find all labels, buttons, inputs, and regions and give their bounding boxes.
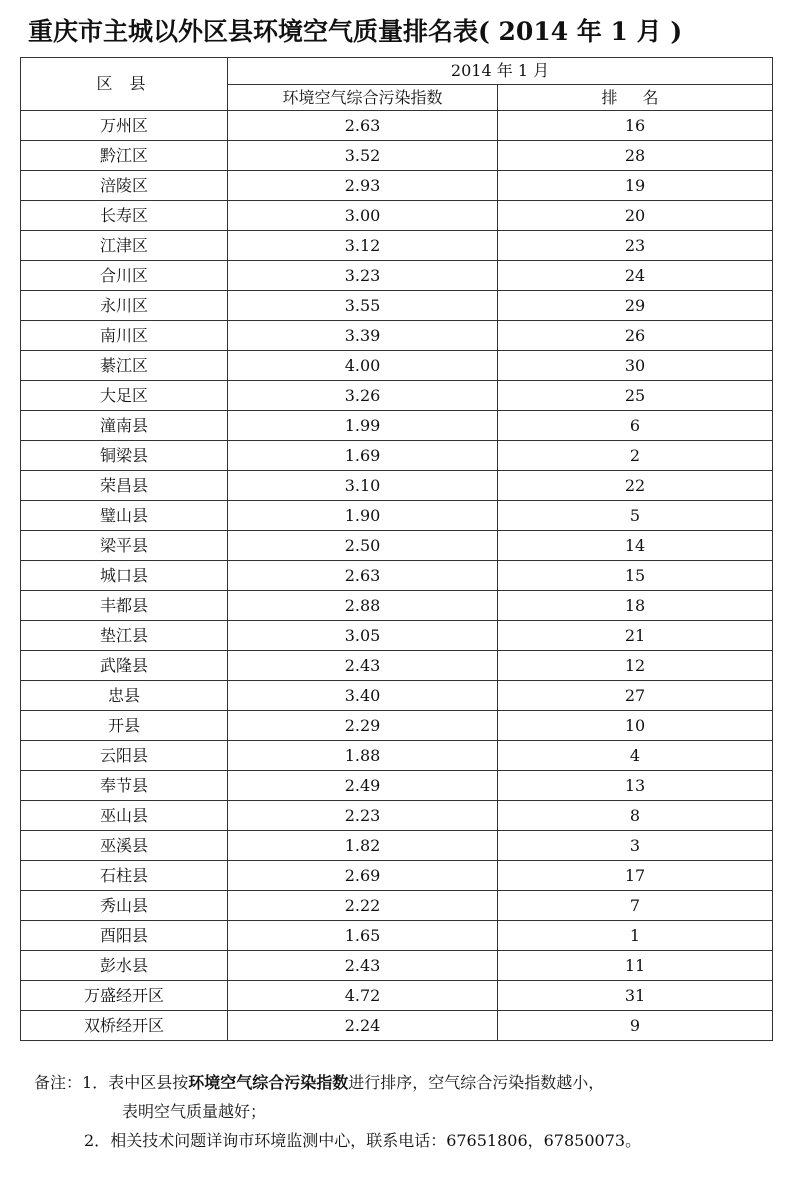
rank-cell: 8 <box>498 801 773 831</box>
index-cell: 2.29 <box>228 711 498 741</box>
index-cell: 1.65 <box>228 921 498 951</box>
district-cell: 巫溪县 <box>21 831 228 861</box>
table-row <box>21 531 773 561</box>
index-cell: 2.43 <box>228 651 498 681</box>
table-row <box>21 801 773 831</box>
table-row <box>21 141 773 171</box>
district-cell: 开县 <box>21 711 228 741</box>
district-cell: 奉节县 <box>21 771 228 801</box>
rank-cell: 21 <box>498 621 773 651</box>
index-cell: 2.43 <box>228 951 498 981</box>
district-column-header: 区 县 <box>21 58 228 111</box>
table-row <box>21 951 773 981</box>
rank-cell: 6 <box>498 411 773 441</box>
table-row <box>21 351 773 381</box>
index-cell: 1.88 <box>228 741 498 771</box>
district-cell: 綦江区 <box>21 351 228 381</box>
index-cell: 3.23 <box>228 261 498 291</box>
index-cell: 2.63 <box>228 111 498 141</box>
table-row <box>21 891 773 921</box>
district-cell: 长寿区 <box>21 201 228 231</box>
note-1-bold-text: 环境空气综合污染指数 <box>188 1073 349 1092</box>
district-cell: 万州区 <box>21 111 228 141</box>
table-row <box>21 771 773 801</box>
table-row <box>21 561 773 591</box>
note-2-text: 相关技术问题详询市环境监测中心，联系电话：67651806，67850073。 <box>110 1131 642 1150</box>
district-cell: 彭水县 <box>21 951 228 981</box>
index-cell: 2.50 <box>228 531 498 561</box>
index-cell: 2.69 <box>228 861 498 891</box>
period-column-header: 2014 年 1 月 <box>228 58 773 85</box>
index-cell: 2.23 <box>228 801 498 831</box>
index-cell: 2.93 <box>228 171 498 201</box>
note-item-2 <box>34 1126 774 1155</box>
rank-cell: 24 <box>498 261 773 291</box>
index-column-header: 环境空气综合污染指数 <box>228 85 498 111</box>
table-row <box>21 291 773 321</box>
rank-cell: 1 <box>498 921 773 951</box>
district-cell: 潼南县 <box>21 411 228 441</box>
index-cell: 3.52 <box>228 141 498 171</box>
rank-cell: 19 <box>498 171 773 201</box>
rank-cell: 15 <box>498 561 773 591</box>
table-row <box>21 711 773 741</box>
rank-cell: 11 <box>498 951 773 981</box>
table-row <box>21 741 773 771</box>
ranking-table <box>20 57 773 1041</box>
rank-cell: 17 <box>498 861 773 891</box>
index-cell: 4.00 <box>228 351 498 381</box>
index-cell: 3.40 <box>228 681 498 711</box>
district-cell: 涪陵区 <box>21 171 228 201</box>
index-cell: 3.12 <box>228 231 498 261</box>
index-cell: 1.90 <box>228 501 498 531</box>
table-row <box>21 411 773 441</box>
district-cell: 合川区 <box>21 261 228 291</box>
district-cell: 铜梁县 <box>21 441 228 471</box>
rank-cell: 2 <box>498 441 773 471</box>
table-row <box>21 321 773 351</box>
rank-cell: 31 <box>498 981 773 1011</box>
table-row <box>21 861 773 891</box>
rank-cell: 30 <box>498 351 773 381</box>
district-cell: 巫山县 <box>21 801 228 831</box>
rank-cell: 29 <box>498 291 773 321</box>
district-cell: 城口县 <box>21 561 228 591</box>
note-item-1-continuation: 表明空气质量越好； <box>122 1102 267 1121</box>
rank-cell: 22 <box>498 471 773 501</box>
table-row <box>21 831 773 861</box>
index-cell: 2.22 <box>228 891 498 921</box>
district-cell: 黔江区 <box>21 141 228 171</box>
table-row <box>21 111 773 141</box>
district-cell: 大足区 <box>21 381 228 411</box>
rank-cell: 27 <box>498 681 773 711</box>
index-cell: 2.49 <box>228 771 498 801</box>
index-cell: 4.72 <box>228 981 498 1011</box>
district-cell: 酉阳县 <box>21 921 228 951</box>
index-cell: 1.82 <box>228 831 498 861</box>
table-row <box>21 681 773 711</box>
district-cell: 万盛经开区 <box>21 981 228 1011</box>
index-cell: 3.26 <box>228 381 498 411</box>
index-cell: 2.63 <box>228 561 498 591</box>
table-row <box>21 981 773 1011</box>
note-1-number: 1． <box>82 1073 109 1092</box>
page-title: 重庆市主城以外区县环境空气质量排名表( 2014 年 1 月 ) <box>28 17 683 46</box>
rank-cell: 26 <box>498 321 773 351</box>
table-row <box>21 171 773 201</box>
table-row <box>21 471 773 501</box>
rank-cell: 18 <box>498 591 773 621</box>
index-cell: 1.99 <box>228 411 498 441</box>
notes-label: 备注： <box>34 1073 83 1092</box>
table-row <box>21 1011 773 1041</box>
index-cell: 3.05 <box>228 621 498 651</box>
rank-cell: 7 <box>498 891 773 921</box>
district-cell: 石柱县 <box>21 861 228 891</box>
rank-cell: 10 <box>498 711 773 741</box>
district-cell: 丰都县 <box>21 591 228 621</box>
note-2-number: 2． <box>84 1131 111 1150</box>
district-cell: 永川区 <box>21 291 228 321</box>
rank-cell: 4 <box>498 741 773 771</box>
district-cell: 忠县 <box>21 681 228 711</box>
table-row <box>21 381 773 411</box>
index-cell: 2.88 <box>228 591 498 621</box>
index-cell: 3.55 <box>228 291 498 321</box>
rank-cell: 5 <box>498 501 773 531</box>
rank-cell: 25 <box>498 381 773 411</box>
rank-cell: 16 <box>498 111 773 141</box>
index-cell: 3.39 <box>228 321 498 351</box>
rank-cell: 13 <box>498 771 773 801</box>
table-body <box>21 111 773 1041</box>
district-cell: 武隆县 <box>21 651 228 681</box>
table-row <box>21 501 773 531</box>
district-cell: 南川区 <box>21 321 228 351</box>
table-row <box>21 231 773 261</box>
district-cell: 荣昌县 <box>21 471 228 501</box>
rank-cell: 14 <box>498 531 773 561</box>
rank-cell: 20 <box>498 201 773 231</box>
table-row <box>21 201 773 231</box>
table-row <box>21 621 773 651</box>
table-row <box>21 591 773 621</box>
district-cell: 秀山县 <box>21 891 228 921</box>
district-cell: 璧山县 <box>21 501 228 531</box>
rank-cell: 23 <box>498 231 773 261</box>
index-cell: 3.00 <box>228 201 498 231</box>
table-row <box>21 921 773 951</box>
district-cell: 双桥经开区 <box>21 1011 228 1041</box>
index-cell: 3.10 <box>228 471 498 501</box>
rank-cell: 3 <box>498 831 773 861</box>
table-row <box>21 261 773 291</box>
rank-cell: 12 <box>498 651 773 681</box>
note-item-1 <box>34 1068 774 1097</box>
notes <box>34 1068 774 1155</box>
rank-cell: 28 <box>498 141 773 171</box>
district-cell: 垫江县 <box>21 621 228 651</box>
index-cell: 2.24 <box>228 1011 498 1041</box>
table-row <box>21 651 773 681</box>
note-1-text-before: 表中区县按 <box>108 1073 189 1092</box>
district-cell: 云阳县 <box>21 741 228 771</box>
note-1-text-after: 进行排序，空气综合污染指数越小， <box>348 1073 605 1092</box>
table-row <box>21 441 773 471</box>
district-cell: 江津区 <box>21 231 228 261</box>
rank-cell: 9 <box>498 1011 773 1041</box>
index-cell: 1.69 <box>228 441 498 471</box>
rank-column-header: 排 名 <box>498 85 773 111</box>
district-cell: 梁平县 <box>21 531 228 561</box>
